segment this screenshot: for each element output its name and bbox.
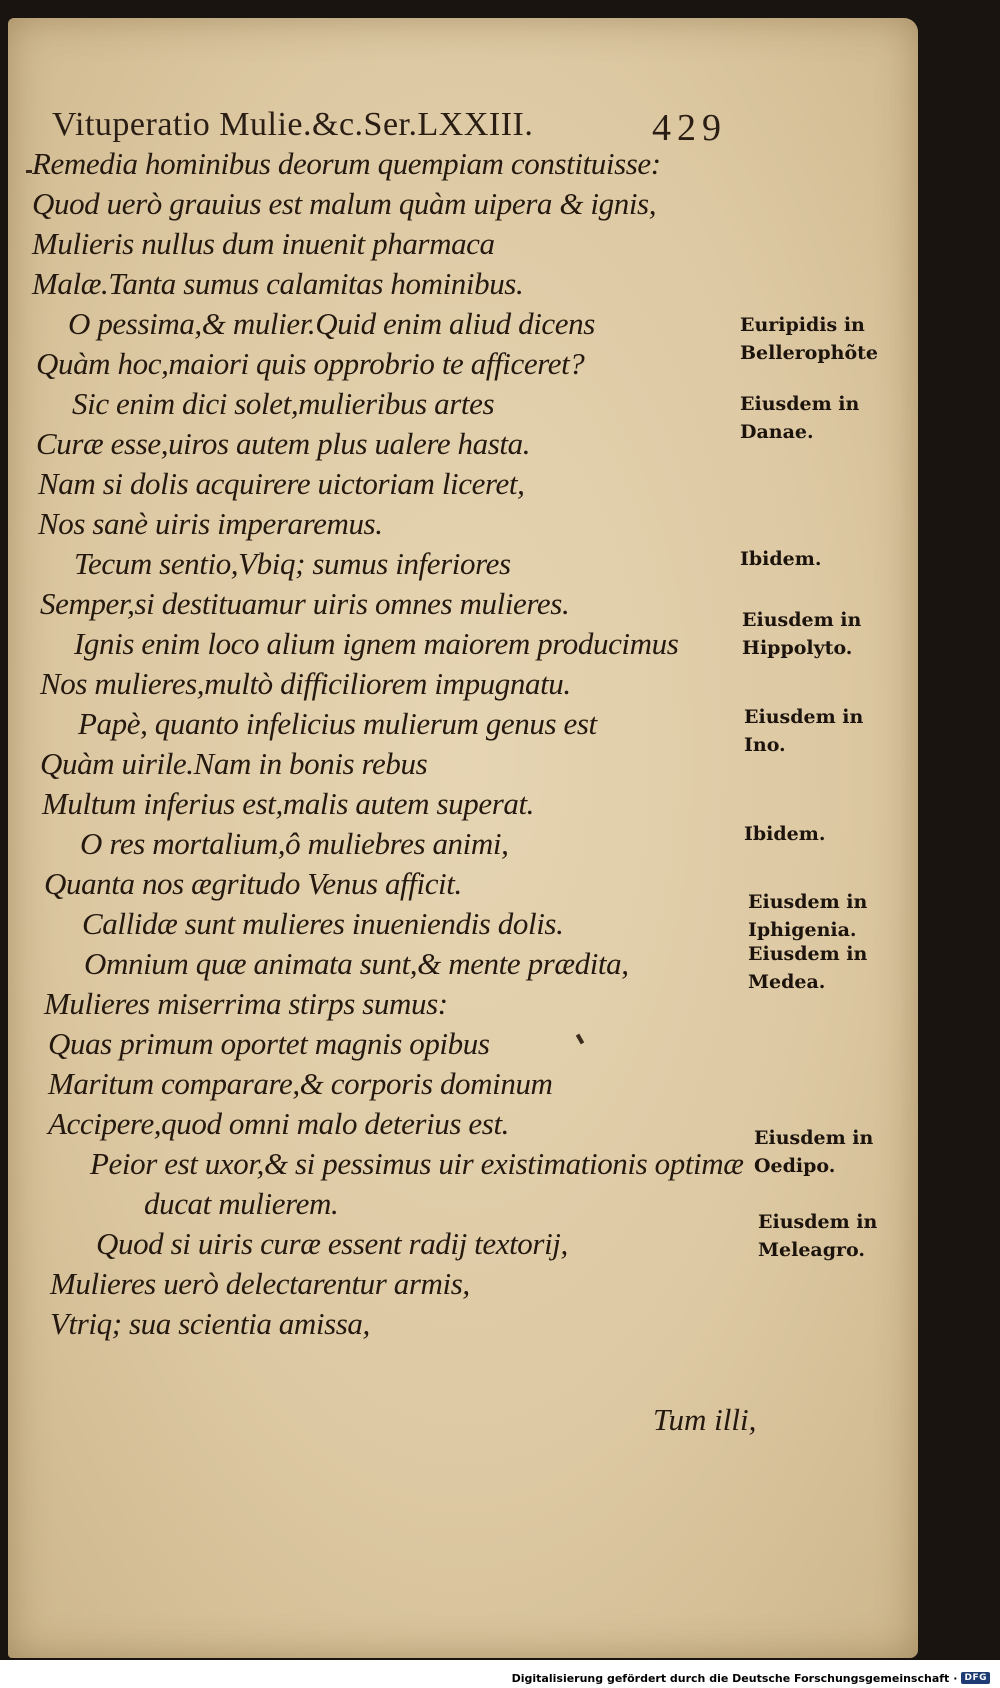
marginal-note-line: Eiusdem in <box>754 1127 874 1149</box>
marginal-note-line: Eiusdem in <box>758 1211 878 1233</box>
text-line: O pessima,& mulier.Quid enim aliud dicens <box>68 306 595 341</box>
text-line: Remedia hominibus deorum quempiam constituisse: <box>32 146 661 181</box>
text-line: O res mortalium,ô muliebres animi, <box>80 826 509 861</box>
text-line: Quanta nos ægritudo Venus afficit. <box>44 866 462 901</box>
marginal-note-line: Hippolyto. <box>742 637 853 659</box>
marginal-note <box>744 703 863 759</box>
marginal-note <box>740 545 821 573</box>
text-line: Quàm uirile.Nam in bonis rebus <box>40 746 428 781</box>
running-head-title: Vituperatio Mulie.&c.Ser.LXXIII. <box>52 106 534 143</box>
marginal-note-line: Euripidis in <box>740 314 865 336</box>
text-line: Accipere,quod omni malo deterius est. <box>48 1106 510 1141</box>
marginal-note-line: Meleagro. <box>758 1239 865 1261</box>
marginal-note-line: Eiusdem in <box>748 891 868 913</box>
text-line: Quod uerò grauius est malum quàm uipera & ignis, <box>32 186 657 221</box>
dfg-logo-icon: DFG <box>961 1672 990 1684</box>
text-line: Maritum comparare,& corporis dominum <box>48 1066 553 1101</box>
marginal-note-line: Eiusdem in <box>740 393 860 415</box>
text-line: ducat mulierem. <box>144 1186 339 1221</box>
catchword: Tum illi, <box>653 1402 757 1437</box>
text-line: Malæ.Tanta sumus calamitas hominibus. <box>32 266 524 301</box>
marginal-note <box>740 311 878 367</box>
marginal-note-line: Eiusdem in <box>742 609 862 631</box>
text-line: Quas primum oportet magnis opibus <box>48 1026 490 1061</box>
footer-credit <box>512 1670 990 1686</box>
text-line: Mulieres miserrima stirps sumus: <box>44 986 448 1021</box>
running-head <box>52 106 892 149</box>
page-speck <box>576 1034 584 1045</box>
footer-separator: · <box>953 1671 958 1685</box>
text-line: Callidæ sunt mulieres inueniendis dolis. <box>82 906 564 941</box>
text-line: Omnium quæ animata sunt,& mente prædita, <box>84 946 629 981</box>
marginal-note-line: Medea. <box>748 971 826 993</box>
marginal-note-line: Ibidem. <box>744 823 826 845</box>
text-line: Quàm hoc,maiori quis opprobrio te afficeret? <box>36 346 585 381</box>
text-line: Mulieris nullus dum inuenit pharmaca <box>32 226 495 261</box>
text-line: Papè, quanto infelicius mulierum genus est <box>78 706 597 741</box>
text-line: Vtriq; sua scientia amissa, <box>50 1306 370 1341</box>
text-line: Sic enim dici solet,mulieribus artes <box>72 386 495 421</box>
text-line: Curæ esse,uiros autem plus ualere hasta. <box>36 426 531 461</box>
book-page <box>8 18 918 1658</box>
text-line: Nam si dolis acquirere uictoriam liceret, <box>38 466 525 501</box>
marginal-note-line: Ibidem. <box>740 548 822 570</box>
marginal-note <box>744 820 825 848</box>
footer-credit-text: Digitalisierung gefördert durch die Deutsche Forschungsgemeinschaft <box>511 1671 950 1685</box>
text-line: Quod si uiris curæ essent radij textorij, <box>96 1226 568 1261</box>
marginal-note <box>740 390 859 446</box>
marginal-note <box>748 888 867 944</box>
text-line: Nos sanè uiris imperaremus. <box>38 506 383 541</box>
text-line: Nos mulieres,multò difficiliorem impugnatu. <box>40 666 571 701</box>
marginal-note-line: Bellerophõte <box>740 342 878 364</box>
marginal-note-line: Eiusdem in <box>748 943 868 965</box>
marginal-note-line: Ino. <box>744 734 786 756</box>
marginal-note <box>754 1124 873 1180</box>
text-line: Peior est uxor,& si pessimus uir existimationis optimæ <box>90 1146 744 1181</box>
text-line: Multum inferius est,malis autem superat. <box>42 786 535 821</box>
marginal-note-line: Danae. <box>740 421 814 443</box>
marginal-note <box>748 940 867 996</box>
page-number: 429 <box>652 107 727 149</box>
text-line: Ignis enim loco alium ignem maiorem producimus <box>74 626 679 661</box>
marginal-note-line: Oedipo. <box>754 1155 836 1177</box>
marginal-note-line: Iphigenia. <box>748 919 857 941</box>
marginal-note <box>758 1208 877 1264</box>
text-line: Mulieres uerò delectarentur armis, <box>50 1266 470 1301</box>
text-line: Tecum sentio,Vbiq; sumus inferiores <box>74 546 511 581</box>
marginal-note <box>742 606 861 662</box>
text-line: Semper,si destituamur uiris omnes mulieres. <box>40 586 570 621</box>
marginal-note-line: Eiusdem in <box>744 706 864 728</box>
